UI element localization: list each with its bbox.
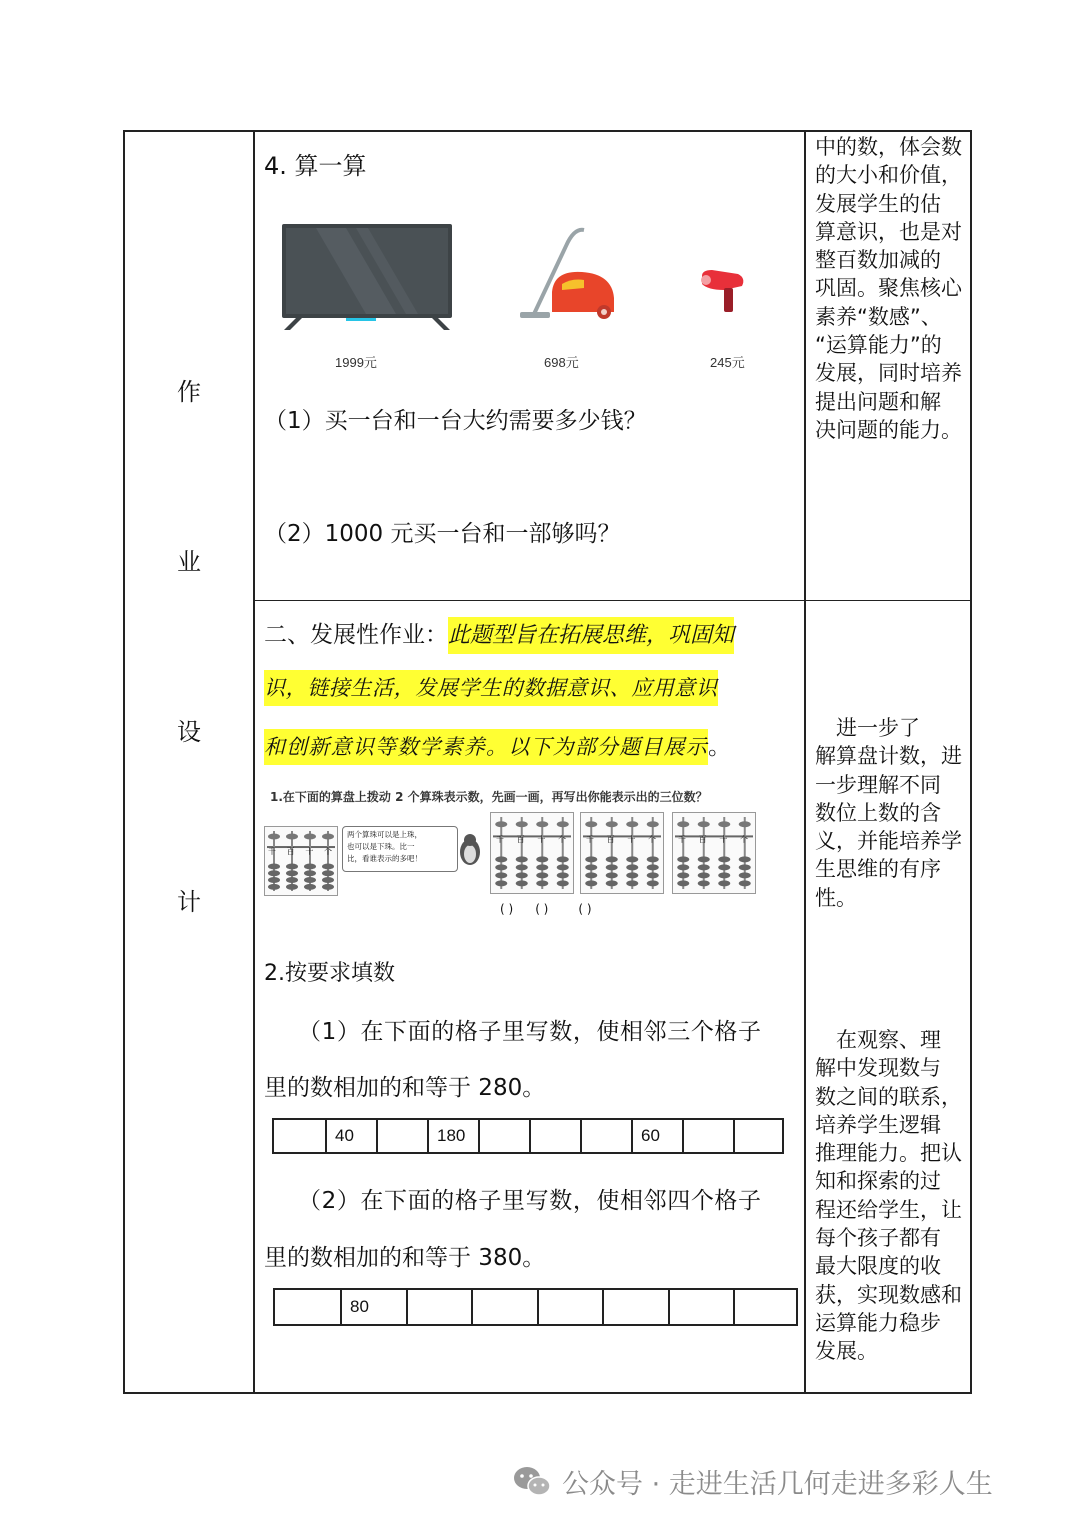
q4-sub1: （1）买一台和一台大约需要多少钱？ (264, 408, 647, 434)
abacus-bead[interactable] (557, 864, 569, 870)
abacus-bead[interactable] (677, 821, 689, 827)
abacus-example (264, 826, 338, 896)
table-border-top (123, 130, 972, 132)
abacus-bead[interactable] (268, 834, 280, 840)
abacus-bead[interactable] (304, 870, 316, 876)
grid-cell[interactable]: 80 (340, 1290, 406, 1324)
grid-cell[interactable] (602, 1290, 668, 1324)
vacuum-price: 698元 (544, 355, 579, 370)
note-top: 中的数，体会数 的大小和价值， 发展学生的估 算意识，也是对 整百数加减的 巩固。聚焦核心 素养“数感”、 “运算能力”的 发展，同时培养 提出问题和解 决问题的能力。 (815, 135, 962, 442)
abacus-bead[interactable] (626, 864, 638, 870)
q4-title: 4. 算一算 (264, 152, 367, 180)
abacus-bead[interactable] (647, 872, 659, 878)
abacus-bead[interactable] (698, 880, 710, 886)
abacus-bead[interactable] (647, 864, 659, 870)
side-label-char: 计 (177, 888, 201, 916)
abacus-bead[interactable] (606, 864, 618, 870)
abacus-bead[interactable] (516, 880, 528, 886)
abacus-bead[interactable] (739, 856, 751, 862)
grid-cell[interactable] (529, 1120, 580, 1152)
abacus-bead[interactable] (286, 863, 298, 869)
abacus-bead[interactable] (536, 872, 548, 878)
answer-blank[interactable]: ( ) (535, 902, 549, 916)
abacus-bead[interactable] (495, 880, 507, 886)
abacus-bead[interactable] (322, 834, 334, 840)
speech-bubble: 两个算珠可以是上珠， 也可以是下珠。比一 比，看谁表示的多吧！ (342, 826, 458, 872)
q2-p2-line2: 里的数相加的和等于 380。 (264, 1245, 546, 1271)
abacus-bead[interactable] (626, 821, 638, 827)
grid-cell[interactable]: 180 (427, 1120, 478, 1152)
abacus-drawing (581, 813, 663, 893)
abacus-bead[interactable] (606, 880, 618, 886)
answer-blank[interactable]: ( ) (500, 902, 514, 916)
abacus-bead[interactable] (647, 856, 659, 862)
q2-p1-line1: （1）在下面的格子里写数，使相邻三个格子 (298, 1019, 762, 1045)
grid-cell[interactable] (668, 1290, 733, 1324)
abacus-place-label: 千 百 十 个 (586, 835, 656, 844)
grid-cell[interactable] (471, 1290, 537, 1324)
table-divider-1 (253, 130, 255, 1394)
abacus-bead[interactable] (606, 856, 618, 862)
abacus-bead[interactable] (536, 821, 548, 827)
abacus-bead[interactable] (304, 834, 316, 840)
abacus-bead[interactable] (647, 880, 659, 886)
abacus-bead[interactable] (557, 856, 569, 862)
abacus-bead[interactable] (718, 872, 730, 878)
grid-cell[interactable] (478, 1120, 529, 1152)
dev-highlight-2: 识，链接生活，发展学生的数据意识、应用意识 (264, 670, 718, 706)
abacus-bead[interactable] (739, 872, 751, 878)
abacus-bead[interactable] (536, 880, 548, 886)
abacus-place-label: 千 百 十 个 (496, 835, 566, 844)
abacus-bead[interactable] (322, 870, 334, 876)
abacus-bead[interactable] (677, 856, 689, 862)
abacus-1 (490, 812, 574, 894)
footer-watermark: 公众号 · 走进生活几何走进多彩人生 (512, 1462, 993, 1501)
abacus-bead[interactable] (304, 877, 316, 883)
abacus-bead[interactable] (739, 880, 751, 886)
dev-line-3: 和创新意识等数学素养。以下为部分题目展示。 (264, 728, 731, 761)
abacus-bead[interactable] (718, 864, 730, 870)
abacus-bead[interactable] (268, 863, 280, 869)
q2-p1-line2: 里的数相加的和等于 280。 (264, 1075, 546, 1101)
abacus-bead[interactable] (626, 872, 638, 878)
abacus-bead[interactable] (516, 821, 528, 827)
grid-cell[interactable] (274, 1120, 325, 1152)
abacus-bead[interactable] (495, 821, 507, 827)
abacus-bead[interactable] (304, 863, 316, 869)
abacus-bead[interactable] (286, 834, 298, 840)
table-divider-2 (804, 130, 806, 1394)
abacus-bead[interactable] (698, 864, 710, 870)
abacus-bead[interactable] (698, 821, 710, 827)
grid-cell[interactable] (682, 1120, 733, 1152)
side-label-char: 作 (177, 378, 201, 406)
dev-highlight-3: 和创新意识等数学素养。以下为部分题目展示 (264, 729, 708, 765)
abacus-bead[interactable] (739, 864, 751, 870)
abacus-bead[interactable] (585, 821, 597, 827)
tv-price: 1999元 (335, 355, 377, 370)
abacus-bead[interactable] (739, 821, 751, 827)
abacus-bead[interactable] (322, 877, 334, 883)
abacus-instruction: 1.在下面的算盘上拨动 2 个算珠表示数，先画一画，再写出你能表示出的三位数？ (270, 790, 708, 804)
abacus-bead[interactable] (718, 880, 730, 886)
grid-cell[interactable] (376, 1120, 427, 1152)
abacus-bead[interactable] (626, 880, 638, 886)
abacus-bead[interactable] (557, 872, 569, 878)
grid-cell[interactable]: 40 (325, 1120, 376, 1152)
abacus-bead[interactable] (626, 856, 638, 862)
abacus-bead[interactable] (677, 872, 689, 878)
q2-title: 2.按要求填数 (264, 961, 395, 986)
q2-p2-line1: （2）在下面的格子里写数，使相邻四个格子 (298, 1188, 762, 1214)
abacus-bead[interactable] (698, 872, 710, 878)
abacus-bead[interactable] (495, 864, 507, 870)
abacus-bead[interactable] (286, 877, 298, 883)
abacus-bead[interactable] (718, 821, 730, 827)
vacuum-cleaner-image (516, 226, 616, 322)
abacus-bead[interactable] (516, 856, 528, 862)
hair-dryer-image (698, 270, 748, 316)
abacus-bead[interactable] (322, 884, 334, 890)
dev-line-2 (264, 672, 718, 702)
abacus-bead[interactable] (606, 872, 618, 878)
abacus-bead[interactable] (536, 864, 548, 870)
abacus-bead[interactable] (495, 872, 507, 878)
side-label-char: 设 (177, 718, 201, 746)
grid-cell[interactable] (275, 1290, 340, 1324)
abacus-bead[interactable] (677, 880, 689, 886)
table-row-divider (253, 600, 972, 601)
q4-sub2: （2）1000 元买一台和一部够吗？ (264, 521, 621, 547)
abacus-bead[interactable] (268, 877, 280, 883)
note-bottom: 在观察、理 解中发现数与 数之间的联系， 培养学生逻辑 推理能力。把认 知和探索的过 程还给学生，让 每个孩子都有 最大限度的收 获，实现数感和 运算能力稳步 发展。 (815, 1028, 962, 1364)
number-grid-2 (273, 1288, 798, 1326)
table-border-left (123, 130, 125, 1394)
abacus-bead[interactable] (286, 870, 298, 876)
abacus-bead[interactable] (647, 821, 659, 827)
abacus-bead[interactable] (268, 870, 280, 876)
grid-cell[interactable] (733, 1290, 796, 1324)
abacus-drawing (491, 813, 573, 893)
abacus-bead[interactable] (557, 821, 569, 827)
abacus-bead[interactable] (677, 864, 689, 870)
table-border-bottom (123, 1392, 972, 1394)
abacus-bead[interactable] (557, 880, 569, 886)
abacus-bead[interactable] (585, 880, 597, 886)
grid-cell[interactable]: 60 (631, 1120, 682, 1152)
abacus-bead[interactable] (495, 856, 507, 862)
abacus-bead[interactable] (585, 856, 597, 862)
abacus-bead[interactable] (606, 821, 618, 827)
abacus-bead[interactable] (286, 884, 298, 890)
answer-blank[interactable]: ( ) (578, 902, 592, 916)
penguin-icon (456, 832, 484, 866)
abacus-bead[interactable] (304, 884, 316, 890)
abacus-drawing (673, 813, 755, 893)
note-middle: 进一步了 解算盘计数，进 一步理解不同 数位上数的含 义，并能培养学 生思维的有序 性。 (815, 716, 962, 910)
abacus-answer-blanks (500, 902, 592, 916)
grid-cell[interactable] (537, 1290, 602, 1324)
dev-line-1 (264, 616, 734, 649)
abacus-place-label: 千 百 十 个 (268, 847, 332, 856)
dev-highlight-1: 此题型旨在拓展思维，巩固知 (448, 617, 734, 654)
abacus-bead[interactable] (585, 864, 597, 870)
abacus-2 (580, 812, 664, 894)
number-grid-1 (272, 1118, 784, 1154)
dryer-price: 245元 (710, 355, 745, 370)
abacus-drawing (265, 827, 337, 895)
abacus-bead[interactable] (516, 872, 528, 878)
grid-cell[interactable] (406, 1290, 471, 1324)
grid-cell[interactable] (580, 1120, 631, 1152)
grid-cell[interactable] (733, 1120, 782, 1152)
dev-prefix: 二、发展性作业： (264, 622, 448, 648)
abacus-bead[interactable] (516, 864, 528, 870)
abacus-3 (672, 812, 756, 894)
tv-image (276, 222, 456, 334)
abacus-bead[interactable] (322, 863, 334, 869)
table-border-right (970, 130, 972, 1394)
abacus-bead[interactable] (536, 856, 548, 862)
abacus-bead[interactable] (268, 884, 280, 890)
abacus-place-label: 千 百 十 个 (678, 835, 748, 844)
abacus-bead[interactable] (585, 872, 597, 878)
abacus-bead[interactable] (718, 856, 730, 862)
side-label-char: 业 (177, 548, 201, 576)
wechat-icon (512, 1465, 552, 1499)
abacus-bead[interactable] (698, 856, 710, 862)
